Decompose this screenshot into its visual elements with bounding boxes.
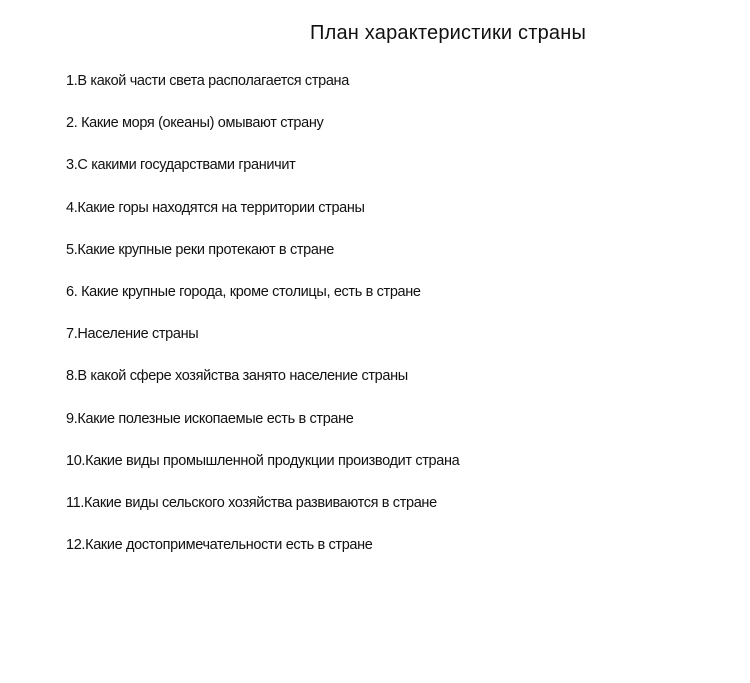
list-item-9: 9.Какие полезные ископаемые есть в стране (66, 410, 354, 427)
list-item-4: 4.Какие горы находятся на территории страны (66, 199, 365, 216)
list-item-7: 7.Население страны (66, 326, 199, 343)
list-item-6: 6. Какие крупные города, кроме столицы, есть в стране (66, 283, 421, 300)
list-item-10: 10.Какие виды промышленной продукции производит страна (66, 452, 460, 469)
list-item-11: 11.Какие виды сельского хозяйства развиваются в стране (66, 494, 437, 511)
list-item-1: 1.В какой части света располагается страна (66, 73, 349, 89)
plan-list (66, 71, 459, 577)
list-item-2: 2. Какие моря (океаны) омывают страну (66, 115, 324, 132)
page-title: План характеристики страны (310, 22, 587, 44)
list-item-3: 3.С какими государствами граничит (66, 157, 296, 174)
list-item-8: 8.В какой сфере хозяйства занято население страны (66, 368, 408, 385)
list-item-5: 5.Какие крупные реки протекают в стране (66, 241, 334, 258)
list-item-12: 12.Какие достопримечательности есть в стране (66, 537, 373, 554)
